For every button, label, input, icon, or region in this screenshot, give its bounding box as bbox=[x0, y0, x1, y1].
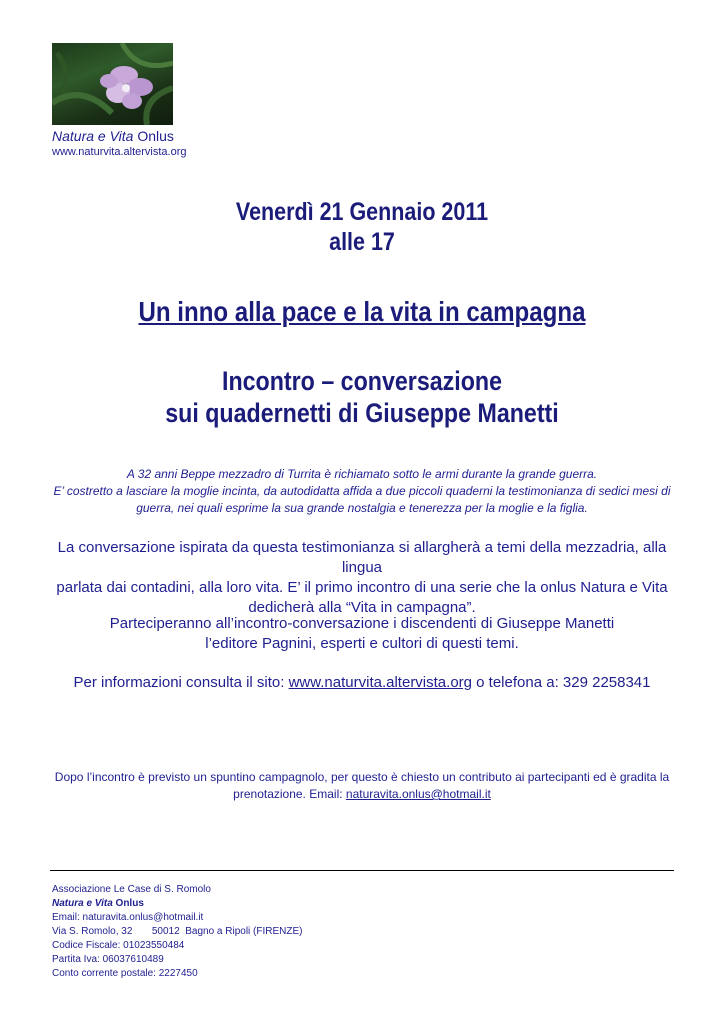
note-line bbox=[40, 786, 684, 803]
event-subtitle-2: sui quadernetti di Giuseppe Manetti bbox=[165, 398, 559, 428]
intro-line: E’ costretto a lasciare la moglie incinta, da autodidatta affida a due piccoli quaderni la testimonianza di sedici mesi di bbox=[53, 484, 671, 498]
footer-org-italic: Natura e Vita bbox=[52, 898, 113, 909]
footer-postal-account: Conto corrente postale: 2227450 bbox=[52, 968, 198, 979]
body-line: Parteciperanno all’incontro-conversazione i discendenti di Giuseppe Manetti bbox=[109, 615, 615, 632]
body-line: l’editore Pagnini, esperti e cultori di questi temi. bbox=[205, 635, 519, 652]
event-date: Venerdì 21 Gennaio 2011 bbox=[235, 198, 489, 226]
footer-tax-code: Codice Fiscale: 01023550484 bbox=[52, 940, 185, 951]
intro-line: guerra, nei quali esprime la sua grande nostalgia e tenerezza per la moglie e la figlia. bbox=[136, 501, 588, 515]
event-subtitle-1: Incontro – conversazione bbox=[221, 366, 503, 396]
body-line: parlata dai contadini, alla loro vita. E’ il primo incontro di una serie che la onlus Natura e Vita bbox=[56, 579, 668, 596]
org-name bbox=[52, 128, 174, 144]
info-line bbox=[40, 673, 684, 693]
body-line: La conversazione ispirata da questa testimonianza si allargherà a temi della mezzadria, alla lingua bbox=[57, 539, 667, 576]
info-suffix: o telefona a: 329 2258341 bbox=[472, 674, 651, 691]
org-website: www.naturvita.altervista.org bbox=[52, 146, 187, 158]
intro-paragraph bbox=[40, 466, 684, 517]
footer bbox=[52, 883, 303, 981]
note-line: Dopo l’incontro è previsto un spuntino campagnolo, per questo è chiesto un contributo ai partecipanti ed è gradita la bbox=[54, 770, 670, 784]
snack-note bbox=[40, 769, 684, 803]
note-prefix: prenotazione. Email: bbox=[233, 787, 346, 801]
email-link[interactable]: naturavita.onlus@hotmail.it bbox=[345, 787, 491, 801]
footer-org-suffix: Onlus bbox=[112, 898, 144, 909]
conversation-paragraph bbox=[40, 538, 684, 618]
body-line: dedicherà alla “Vita in campagna”. bbox=[248, 599, 476, 616]
footer-divider bbox=[50, 870, 674, 871]
footer-vat: Partita Iva: 06037610489 bbox=[52, 954, 164, 965]
event-title: Un inno alla pace e la vita in campagna bbox=[138, 296, 586, 327]
footer-email: Email: naturavita.onlus@hotmail.it bbox=[52, 912, 204, 923]
info-prefix: Per informazioni consulta il sito: bbox=[73, 674, 289, 691]
intro-line: A 32 anni Beppe mezzadro di Turrita è richiamato sotto le armi durante la grande guerra. bbox=[126, 467, 598, 481]
org-name-suffix: Onlus bbox=[133, 128, 174, 144]
flower-logo-image bbox=[52, 43, 173, 125]
flower-photo-icon bbox=[52, 43, 173, 125]
footer-address: Via S. Romolo, 32 50012 Bagno a Ripoli (FIRENZE) bbox=[52, 926, 303, 937]
event-time: alle 17 bbox=[329, 228, 395, 256]
footer-org bbox=[52, 897, 303, 911]
org-name-italic: Natura e Vita bbox=[52, 128, 134, 144]
footer-assoc: Associazione Le Case di S. Romolo bbox=[52, 884, 211, 895]
participants-paragraph bbox=[40, 614, 684, 654]
website-link[interactable]: www.naturvita.altervista.org bbox=[288, 674, 472, 691]
